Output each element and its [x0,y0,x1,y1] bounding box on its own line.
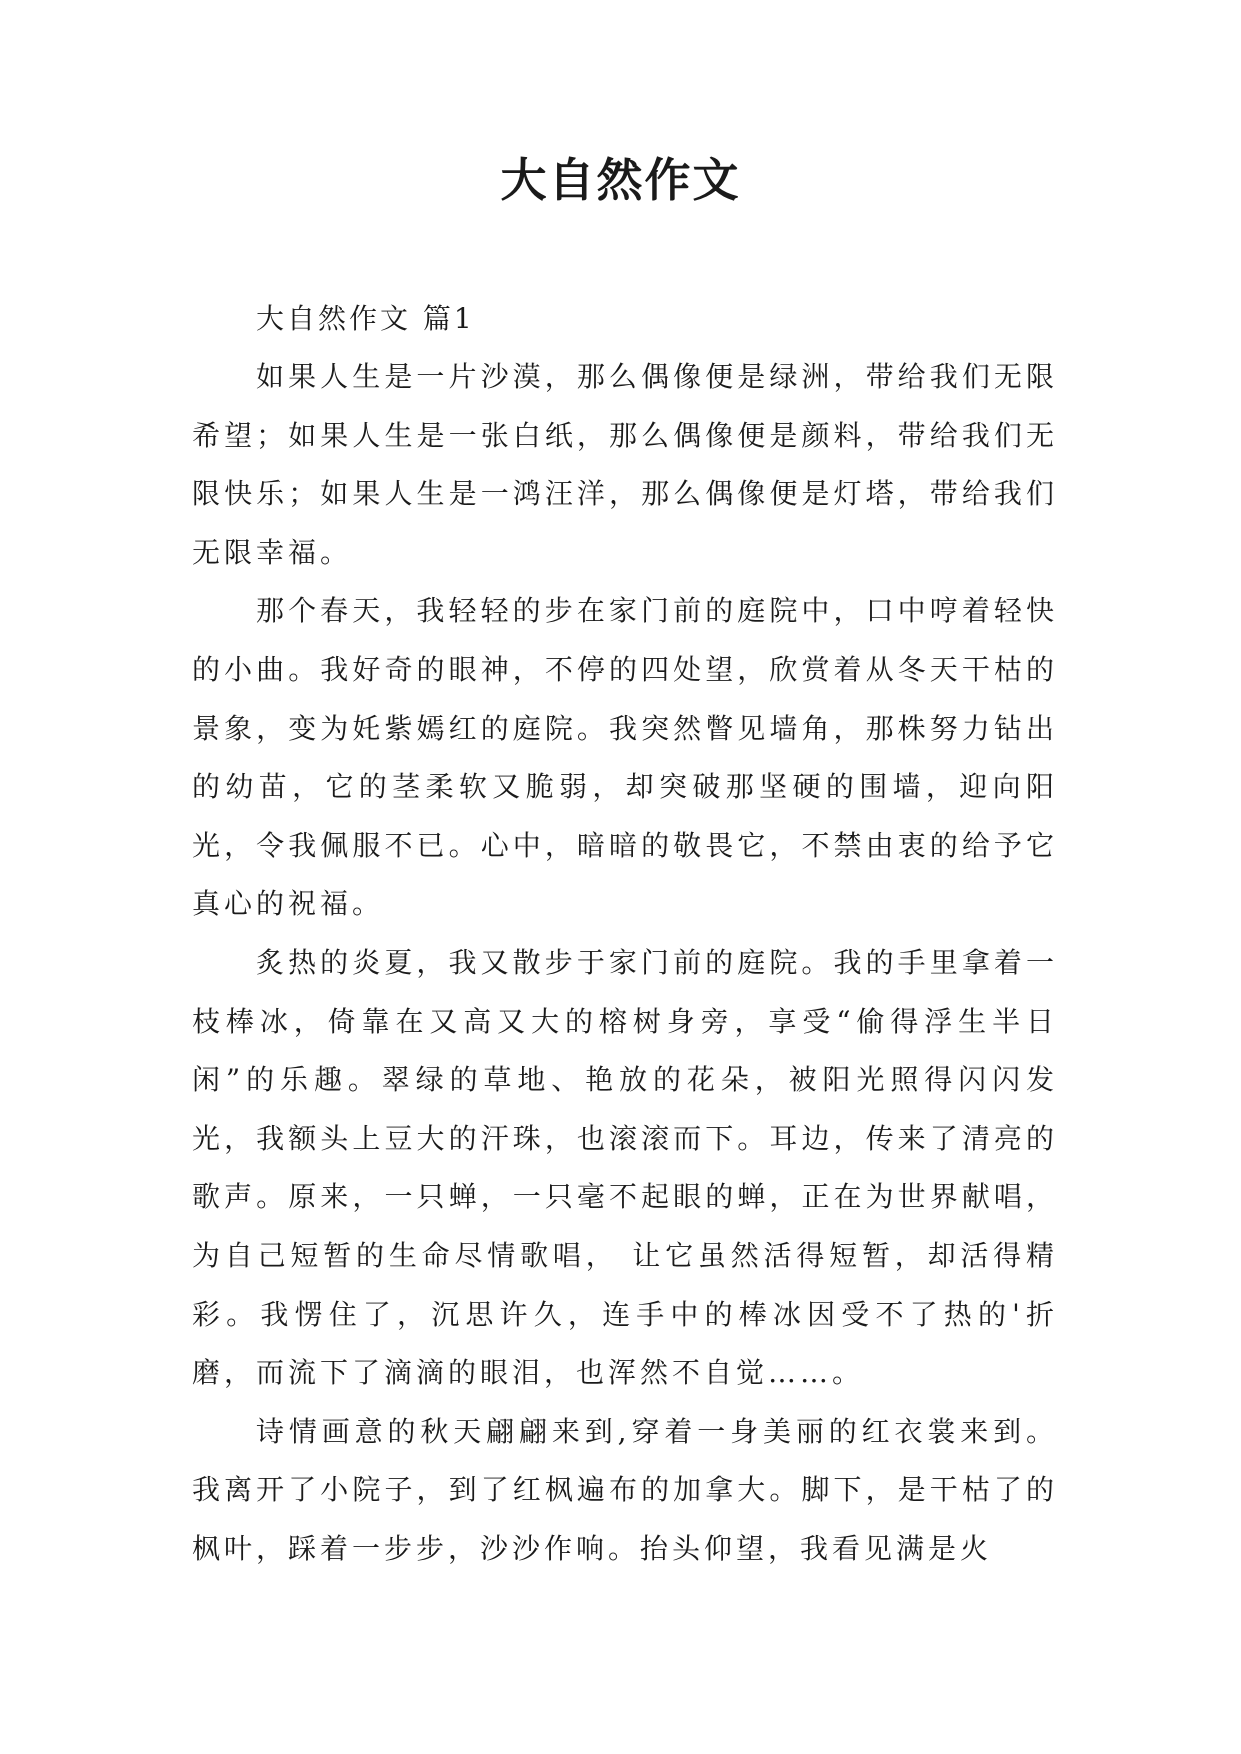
paragraph: 如果人生是一片沙漠，那么偶像便是绿洲，带给我们无限希望；如果人生是一张白纸，那么偶像便是颜料，带给我们无限快乐；如果人生是一鸿汪洋，那么偶像便是灯塔，带给我们无限幸福。 [192,360,1058,569]
paragraph: 炙热的炎夏，我又散步于家门前的庭院。我的手里拿着一枝棒冰，倚靠在又高又大的榕树身旁，享受“偷得浮生半日闲”的乐趣。翠绿的草地、艳放的花朵，被阳光照得闪闪发光，我额头上豆大的汗珠，也滚滚而下。耳边，传来了清亮的歌声。原来，一只蝉，一只毫不起眼的蝉，正在为世界献唱，为自己短暂的生命尽情歌唱， 让它虽然活得短暂，却活得精彩。我愣住了，沉思许久，连手中的棒冰因受不了热的'折磨，而流下了滴滴的眼泪，也浑然不自觉……。 [192,945,1058,1390]
paragraph: 诗情画意的秋天翩翩来到,穿着一身美丽的红衣裳来到。我离开了小院子，到了红枫遍布的加拿大。脚下，是干枯了的枫叶，踩着一步步，沙沙作响。抬头仰望，我看见满是火 [192,1414,1058,1565]
document-body [192,290,1058,1578]
paragraph: 那个春天，我轻轻的步在家门前的庭院中，口中哼着轻快的小曲。我好奇的眼神，不停的四处望，欣赏着从冬天干枯的景象，变为奼紫嫣红的庭院。我突然瞥见墙角，那株努力钻出的幼苗，它的茎柔软又脆弱，却突破那坚硬的围墙，迎向阳光，令我佩服不已。心中，暗暗的敬畏它，不禁由衷的给予它真心的祝福。 [192,594,1058,921]
section-heading: 大自然作文 篇1 [256,302,475,335]
document-title: 大自然作文 [500,153,741,207]
